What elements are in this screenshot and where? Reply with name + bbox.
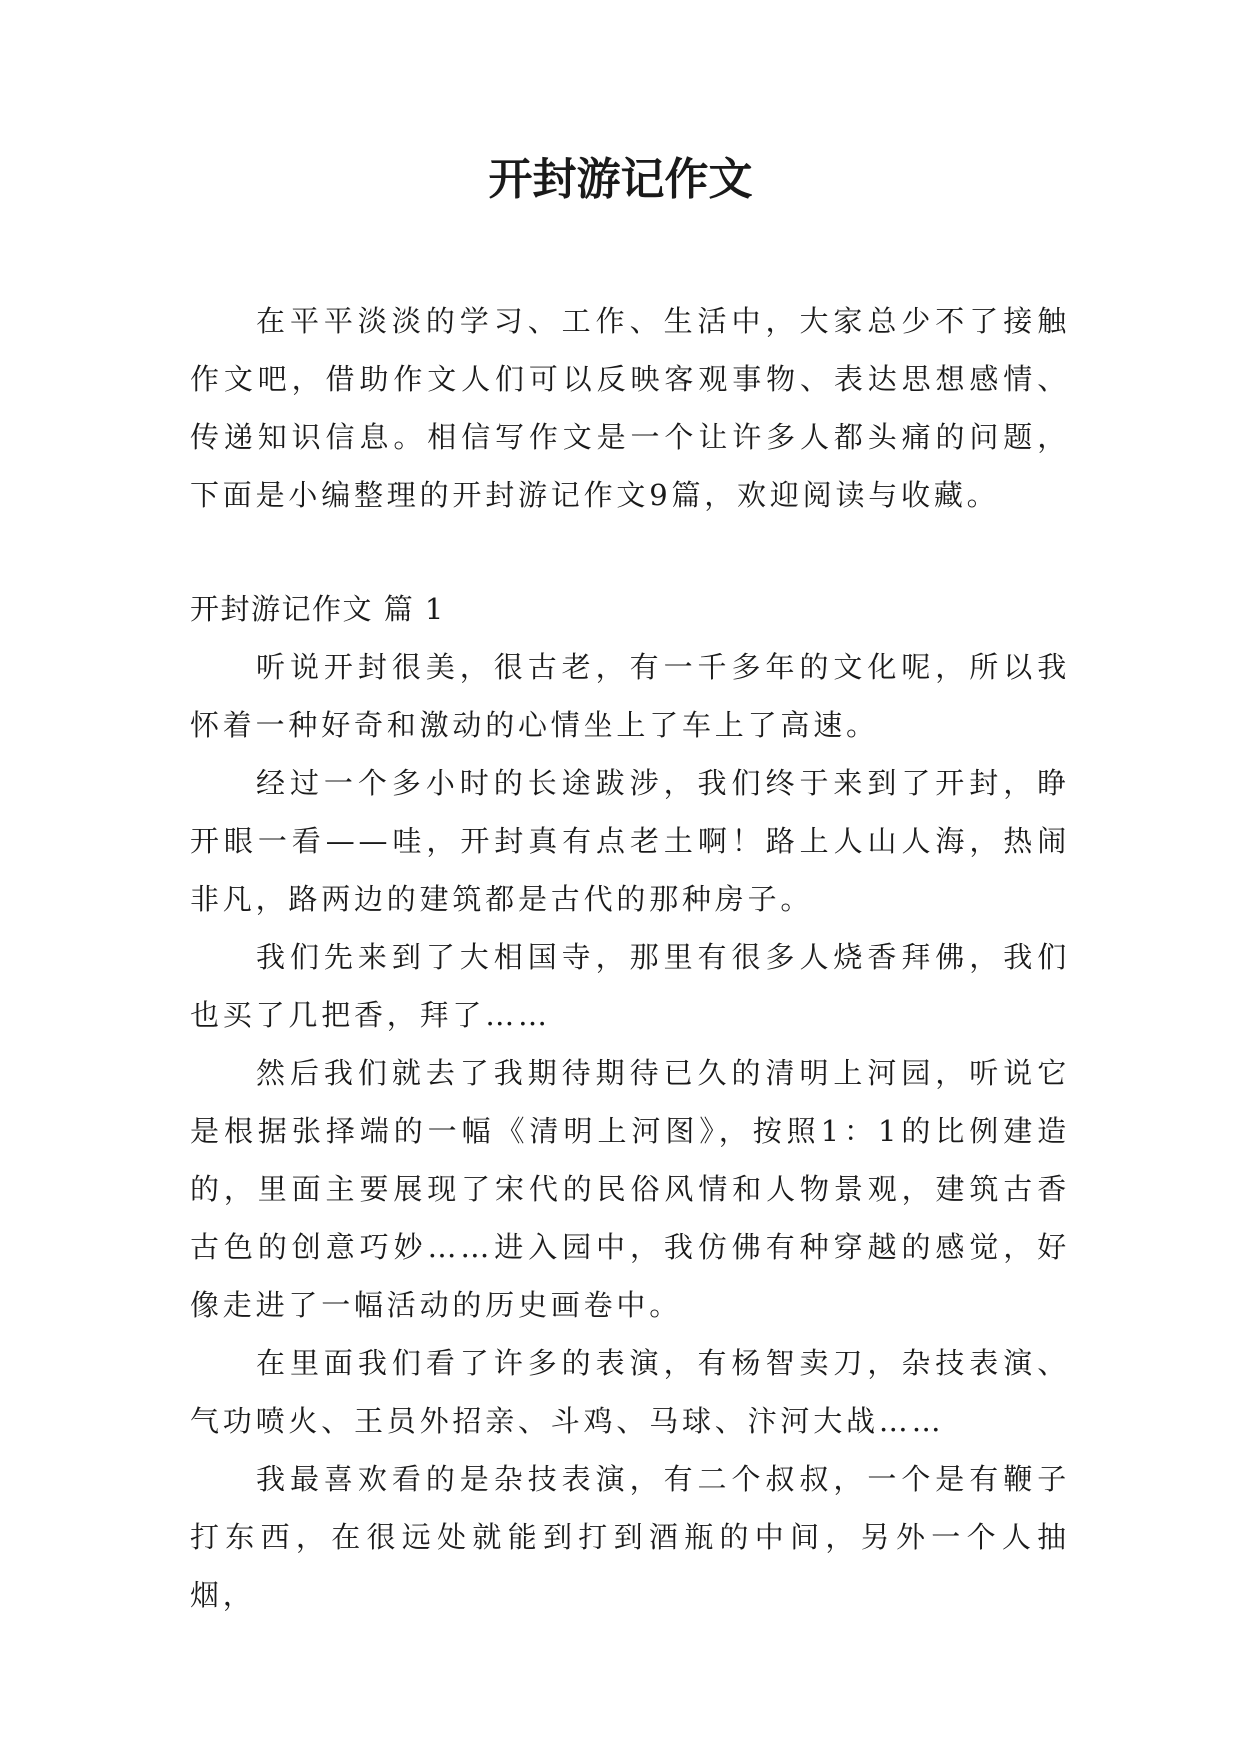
body-paragraph-1: 听说开封很美，很古老，有一千多年的文化呢，所以我怀着一种好奇和激动的心情坐上了车上了高速。 <box>190 650 1070 742</box>
body-paragraph-3: 我们先来到了大相国寺，那里有很多人烧香拜佛，我们也买了几把香，拜了…… <box>190 940 1070 1032</box>
document-body <box>190 292 1070 1624</box>
body-paragraph-6: 我最喜欢看的是杂技表演，有二个叔叔，一个是有鞭子打东西，在很远处就能到打到酒瓶的中间，另外一个人抽烟， <box>190 1462 1070 1612</box>
body-paragraph-2: 经过一个多小时的长途跋涉，我们终于来到了开封，睁开眼一看——哇，开封真有点老土啊！路上人山人海，热闹非凡，路两边的建筑都是古代的那种房子。 <box>190 766 1070 916</box>
intro-paragraph: 在平平淡淡的学习、工作、生活中，大家总少不了接触作文吧，借助作文人们可以反映客观事物、表达思想感情、传递知识信息。相信写作文是一个让许多人都头痛的问题，下面是小编整理的开封游记作文9篇，欢迎阅读与收藏。 <box>190 304 1070 512</box>
body-paragraph-4: 然后我们就去了我期待期待已久的清明上河园，听说它是根据张择端的一幅《清明上河图》，按照1：1的比例建造的，里面主要展现了宋代的民俗风情和人物景观，建筑古香古色的创意巧妙……进入园中，我仿佛有种穿越的感觉，好像走进了一幅活动的历史画卷中。 <box>190 1056 1070 1322</box>
body-paragraph-5: 在里面我们看了许多的表演，有杨智卖刀，杂技表演、气功喷火、王员外招亲、斗鸡、马球、汴河大战…… <box>190 1346 1070 1438</box>
section-heading: 开封游记作文 篇 1 <box>190 592 445 626</box>
document-title: 开封游记作文 <box>488 154 753 205</box>
